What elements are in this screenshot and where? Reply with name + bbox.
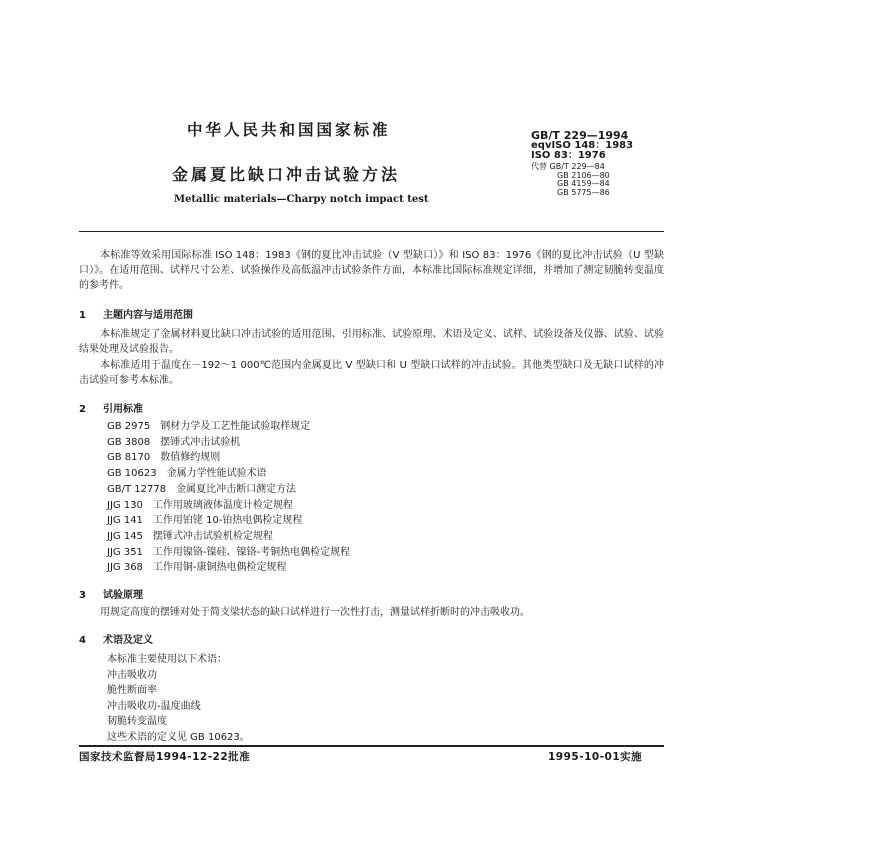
term-line: 脆性断面率 (107, 685, 157, 696)
reference-item: GB/T 12778 金属夏比冲击断口测定方法 (107, 483, 297, 495)
reference-item: JJG 351 工作用镍铬-镍硅、镍铬-考铜热电偶检定规程 (107, 546, 351, 558)
term-list (107, 652, 250, 745)
title-english: Metallic materials—Charpy notch impact test (174, 194, 429, 205)
reference-list (107, 419, 350, 576)
term-line: 冲击吸收功-温度曲线 (107, 700, 201, 712)
section-number: 3 (79, 590, 86, 601)
paragraph-text: 本标准适用于温度在－192～1 000℃范围内金属夏比 V 型缺口和 U 型缺口试样的冲击试验。其他类型缺口及无缺口试样的冲击试验可参考本标准。 (79, 360, 664, 386)
term-line: 冲击吸收功 (107, 669, 157, 681)
section-1-paragraph-2 (79, 358, 664, 388)
reference-item: JJG 145 摆锤式冲击试验机检定规程 (107, 530, 273, 542)
section-title: 主题内容与适用范围 (103, 310, 193, 321)
section-1-heading (79, 306, 193, 321)
paragraph-text: 本标准规定了金属材料夏比缺口冲击试验的适用范围、引用标准、试验原理、术语及定义、试样、试验设备及仪器、试验、试验结果处理及试验报告。 (79, 329, 664, 355)
footer-divider (79, 745, 664, 747)
equivalent-standard-1: eqvISO 148：1983 (531, 140, 634, 151)
replaces-line: 代替 GB/T 229—84 (531, 162, 605, 171)
replaces-line: GB 4159—84 (557, 179, 610, 189)
section-title: 引用标准 (103, 404, 143, 415)
section-2-heading (79, 400, 143, 415)
section-3-paragraph (79, 605, 664, 620)
replaces-line: GB 2106—80 (557, 170, 610, 180)
reference-item: GB 8170 数值修约规则 (107, 452, 221, 464)
section-3-heading (79, 586, 143, 601)
section-title: 试验原理 (103, 590, 143, 601)
section-title: 术语及定义 (103, 635, 153, 646)
paragraph-text: 用规定高度的摆锤对处于简支梁状态的缺口试样进行一次性打击，测量试样折断时的冲击吸收功。 (100, 607, 530, 618)
section-number: 4 (79, 635, 86, 646)
reference-item: GB 10623 金属力学性能试验术语 (107, 468, 267, 480)
intro-text: 本标准等效采用国际标准 ISO 148：1983《钢的夏比冲击试验（V 型缺口）》和 ISO 83：1976《钢的夏比冲击试验（U 型缺口）》。在适用范围、试样尺寸公差、试验操作及高低温冲击试验条件方面，本标准比国际标准规定详细，并增加了测定韧脆转变温度的参考件。 (79, 250, 664, 291)
section-4-heading (79, 631, 153, 646)
standard-name: 中华人民共和国国家标准 (187, 121, 391, 139)
term-line: 本标准主要使用以下术语： (107, 654, 227, 665)
reference-item: JJG 130 工作用玻璃液体温度计检定规程 (107, 499, 293, 511)
standard-number: GB/T 229—1994 (531, 129, 629, 142)
reference-item: JJG 141 工作用铂铑 10-铂热电偶检定规程 (107, 515, 303, 527)
header-divider (79, 231, 664, 232)
standard-number-block (531, 131, 633, 161)
section-1-paragraph-1 (79, 327, 664, 357)
reference-item: GB 3808 摆锤式冲击试验机 (107, 436, 241, 448)
replaces-block (531, 163, 610, 198)
effective-date: 1995-10-01实施 (548, 751, 643, 763)
reference-item: GB 2975 钢材力学及工艺性能试验取样规定 (107, 421, 311, 432)
issue-date: 国家技术监督局1994-12-22批准 (79, 751, 251, 763)
reference-item: JJG 368 工作用铜-康铜热电偶检定规程 (107, 562, 287, 574)
section-number: 1 (79, 310, 86, 321)
intro-paragraph (79, 248, 664, 293)
term-line: 这些术语的定义见 GB 10623。 (107, 731, 250, 743)
equivalent-standard-2: ISO 83：1976 (531, 150, 606, 161)
term-line: 韧脆转变温度 (107, 716, 167, 727)
replaces-line: GB 5775—86 (557, 188, 610, 198)
section-number: 2 (79, 404, 86, 415)
title-chinese: 金属夏比缺口冲击试验方法 (172, 165, 401, 184)
